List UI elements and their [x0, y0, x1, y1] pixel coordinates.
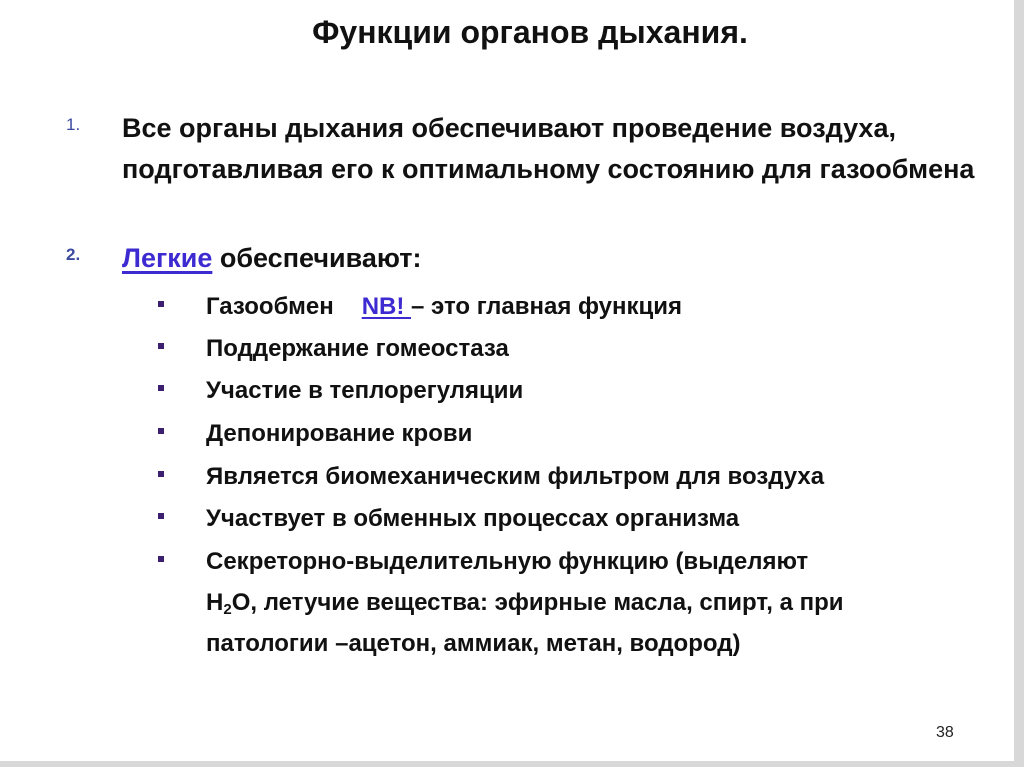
bullet-marker [158, 385, 164, 391]
list-item-2-text [122, 238, 982, 279]
bullet-item-7-line-1: Секреторно-выделительную функцию (выделяют [206, 548, 809, 575]
bullet-item-7-line-2: $H_2O$, летучие вещества: эфирные масла, спирт, а при [206, 589, 844, 618]
list-item-1-text: Все органы дыхания обеспечивают проведение воздуха, подготавливая его к оптимальному состоянию для газообмена [122, 113, 975, 184]
bullet-marker [158, 343, 164, 349]
bullet-marker [158, 301, 164, 307]
list-number-1: 1. [66, 115, 81, 134]
bullet-item-5-text: Является биомеханическим фильтром для воздуха [206, 463, 825, 490]
page-number: 38 [936, 724, 954, 741]
slide-edge-bottom [0, 761, 1024, 767]
bullet-item-7-line-3: патологии –ацетон, аммиак, метан, водород) [206, 630, 741, 657]
slide-title: Функции органов дыхания. [312, 14, 748, 50]
bullet-marker [158, 428, 164, 434]
list-item-2-rest: обеспечивают: [212, 243, 422, 273]
bullet-item-6-text: Участвует в обменных процессах организма [206, 505, 740, 532]
bullet-item-3-text: Участие в теплорегуляции [206, 377, 524, 404]
list-number-2: 2. [66, 245, 81, 264]
bullet-marker [158, 556, 164, 562]
slide-edge-right [1014, 0, 1024, 767]
bullet-item-7-text [206, 541, 1006, 664]
lungs-link[interactable]: Легкие [122, 243, 213, 273]
bullet-item-1-text: Газообмен NB! – это главная функция [206, 293, 683, 320]
bullet-marker [158, 471, 164, 477]
bullet-item-4-text: Депонирование крови [206, 420, 473, 447]
bullet-marker [158, 513, 164, 519]
bullet-item-2-text: Поддержание гомеостаза [206, 335, 509, 362]
nb-link[interactable]: NB! [361, 293, 412, 320]
